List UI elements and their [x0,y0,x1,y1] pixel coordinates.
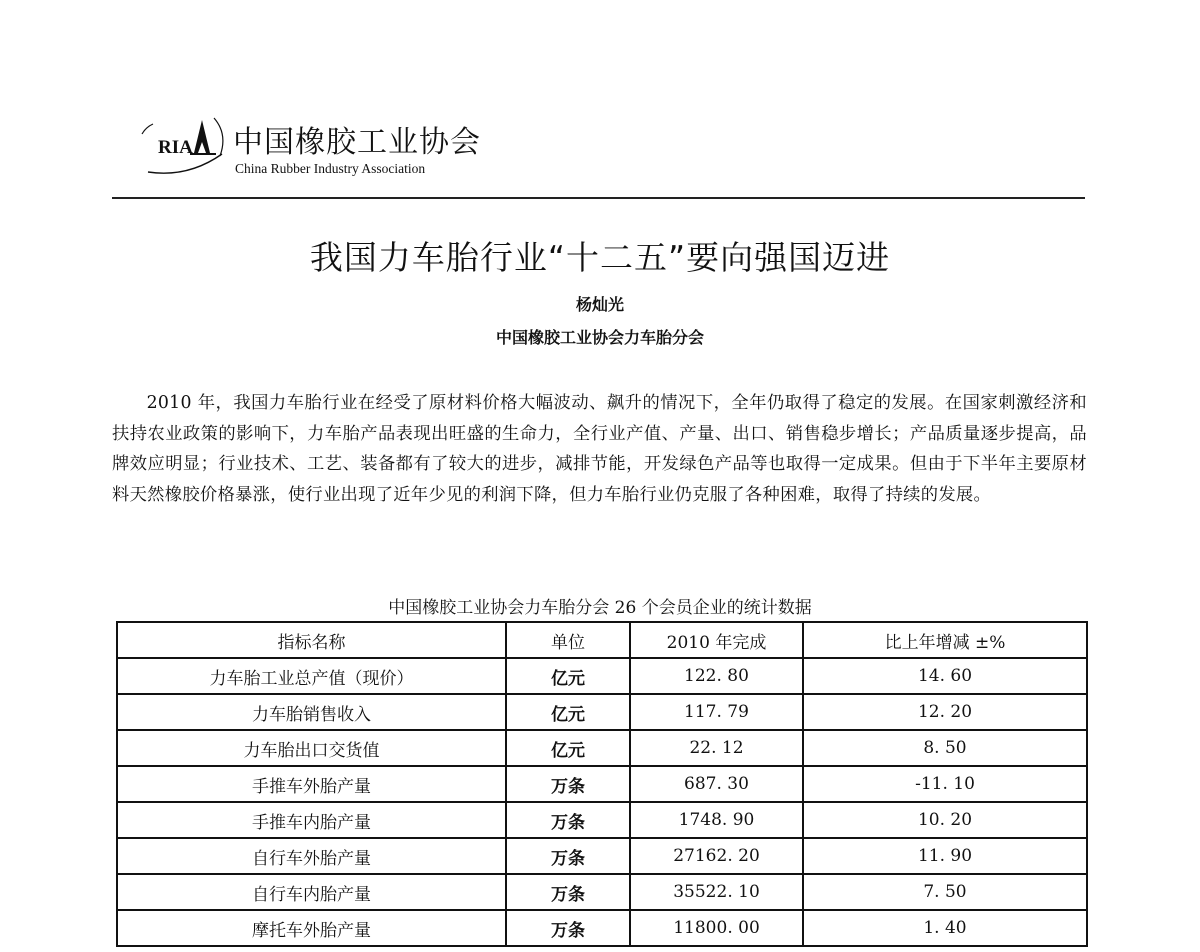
table-row [117,730,1087,766]
cell-indicator: 力车胎销售收入 [117,694,506,730]
cell-value: 22. 12 [630,730,803,766]
cell-value: 27162. 20 [630,838,803,874]
cell-unit: 亿元 [506,658,630,694]
svg-text:RIA: RIA [158,137,193,158]
cell-value: 687. 30 [630,766,803,802]
intro-paragraph: 2010 年，我国力车胎行业在经受了原材料价格大幅波动、飙升的情况下，全年仍取得了稳定的发展。在国家刺激经济和扶持农业政策的影响下，力车胎产品表现出旺盛的生命力，全行业产值、产量、出口、销售稳步增长；产品质量逐步提高，品牌效应明显；行业技术、工艺、装备都有了较大的进步，减排节能，开发绿色产品等也取得一定成果。但由于下半年主要原材料天然橡胶价格暴涨，使行业出现了近年少见的利润下降，但力车胎行业仍克服了各种困难，取得了持续的发展。 [112,393,1087,505]
article-affiliation: 中国橡胶工业协会力车胎分会 [495,328,704,347]
cell-indicator: 摩托车外胎产量 [117,910,506,946]
cell-change: 11. 90 [803,838,1087,874]
header-indicator: 指标名称 [117,622,506,658]
table-row [117,658,1087,694]
cell-unit: 万条 [506,874,630,910]
cell-unit: 万条 [506,910,630,946]
cell-value: 117. 79 [630,694,803,730]
cell-unit: 万条 [506,802,630,838]
cell-value: 1748. 90 [630,802,803,838]
cell-change: 12. 20 [803,694,1087,730]
header-unit: 单位 [506,622,630,658]
table-row [117,694,1087,730]
header-divider [112,197,1085,199]
cell-indicator: 力车胎工业总产值（现价） [117,658,506,694]
cell-value: 11800. 00 [630,910,803,946]
cell-unit: 万条 [506,766,630,802]
cell-indicator: 手推车外胎产量 [117,766,506,802]
header-yoy-change: 比上年增减 ±% [803,622,1087,658]
table-row [117,838,1087,874]
org-name-en: China Rubber Industry Association [235,161,426,176]
cell-unit: 亿元 [506,694,630,730]
cell-indicator: 手推车内胎产量 [117,802,506,838]
table-row [117,766,1087,802]
table-row [117,874,1087,910]
letterhead [140,112,1090,202]
org-name-cn: 中国橡胶工业协会 [233,125,481,160]
statistics-table [116,621,1088,947]
table-row [117,802,1087,838]
cell-unit: 万条 [506,838,630,874]
cell-unit: 亿元 [506,730,630,766]
cria-logo-icon [140,112,230,182]
table-header-row [117,622,1087,658]
cell-indicator: 自行车外胎产量 [117,838,506,874]
cell-value: 35522. 10 [630,874,803,910]
article-title: 我国力车胎行业“十二五”要向强国迈进 [309,238,891,277]
cell-change: -11. 10 [803,766,1087,802]
cell-change: 14. 60 [803,658,1087,694]
cell-change: 7. 50 [803,874,1087,910]
cell-change: 8. 50 [803,730,1087,766]
table-caption: 中国橡胶工业协会力车胎分会 26 个会员企业的统计数据 [388,598,812,618]
table-row [117,910,1087,946]
article-author: 杨灿光 [575,295,624,314]
header-2010-actual: 2010 年完成 [630,622,803,658]
cell-indicator: 自行车内胎产量 [117,874,506,910]
cell-change: 10. 20 [803,802,1087,838]
cell-indicator: 力车胎出口交货值 [117,730,506,766]
cell-change: 1. 40 [803,910,1087,946]
cell-value: 122. 80 [630,658,803,694]
